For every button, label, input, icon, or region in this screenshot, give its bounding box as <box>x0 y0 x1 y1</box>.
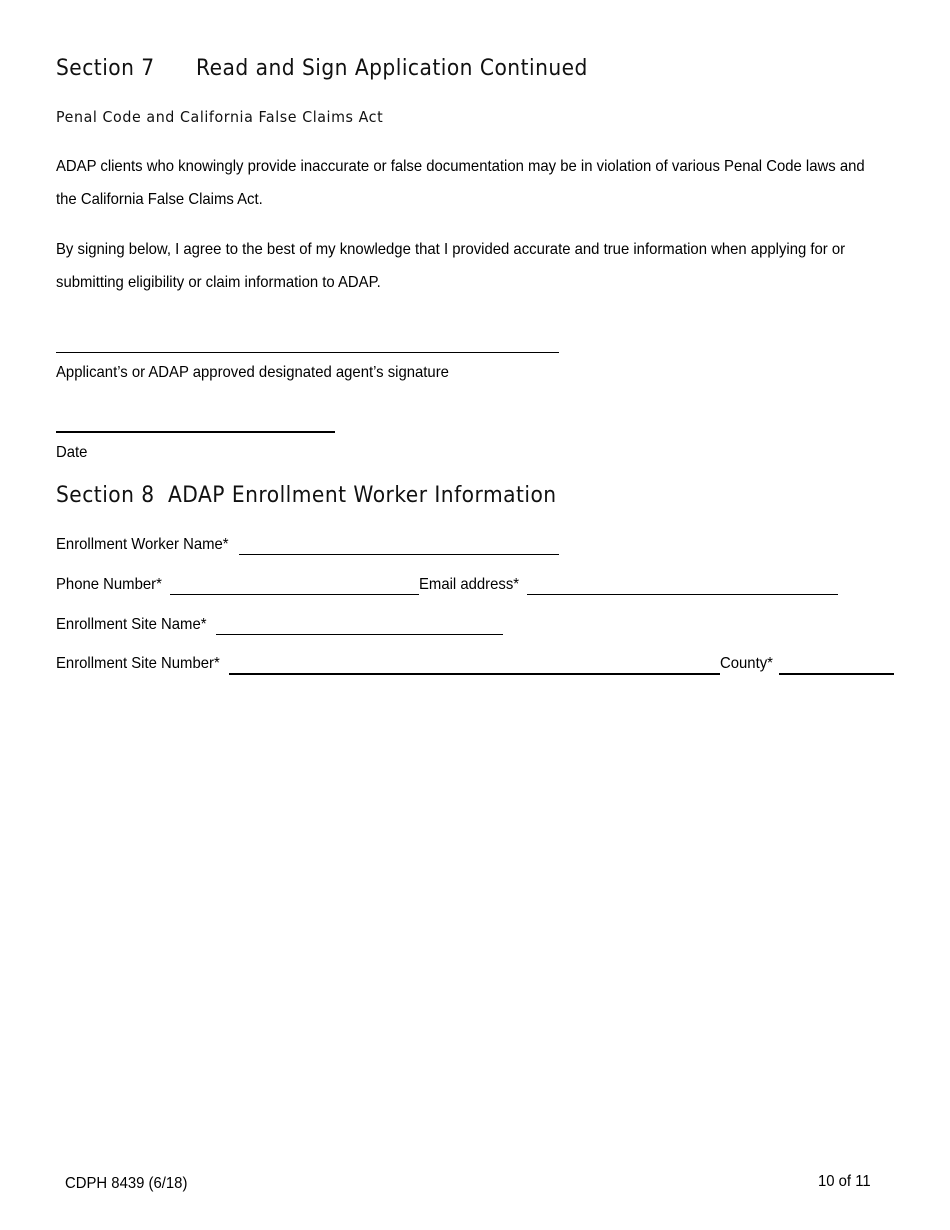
section7-subtitle: Penal Code and California False Claims Act <box>56 108 384 126</box>
section8-title: ADAP Enrollment Worker Information <box>168 483 557 508</box>
date-field[interactable] <box>56 431 335 433</box>
signature-field[interactable] <box>56 352 559 353</box>
site-name-label: Enrollment Site Name* <box>56 616 207 633</box>
email-field[interactable] <box>527 594 838 595</box>
paragraph2-line2: submitting eligibility or claim information to ADAP. <box>56 274 381 291</box>
worker-name-label: Enrollment Worker Name* <box>56 536 229 553</box>
form-id: CDPH 8439 (6/18) <box>65 1175 188 1192</box>
county-label: County* <box>720 655 773 672</box>
signature-label: Applicant’s or ADAP approved designated agent’s signature <box>56 364 449 381</box>
section7-number: Section 7 <box>56 56 155 81</box>
section8-number: Section 8 <box>56 483 155 508</box>
phone-field[interactable] <box>170 594 419 595</box>
phone-label: Phone Number* <box>56 576 162 593</box>
paragraph1-line2: the California False Claims Act. <box>56 191 263 208</box>
section7-title: Read and Sign Application Continued <box>196 56 588 81</box>
county-field[interactable] <box>779 673 894 675</box>
paragraph2-line1: By signing below, I agree to the best of my knowledge that I provided accurate and true information when applying for or <box>56 241 846 258</box>
site-number-field[interactable] <box>229 673 720 675</box>
page-number: 10 of 11 <box>818 1173 871 1190</box>
paragraph1-line1: ADAP clients who knowingly provide inaccurate or false documentation may be in violation of various Penal Code laws and <box>56 158 865 175</box>
date-label: Date <box>56 444 88 461</box>
site-number-label: Enrollment Site Number* <box>56 655 220 672</box>
email-label: Email address* <box>419 576 520 593</box>
worker-name-field[interactable] <box>239 554 559 555</box>
site-name-field[interactable] <box>216 634 503 635</box>
